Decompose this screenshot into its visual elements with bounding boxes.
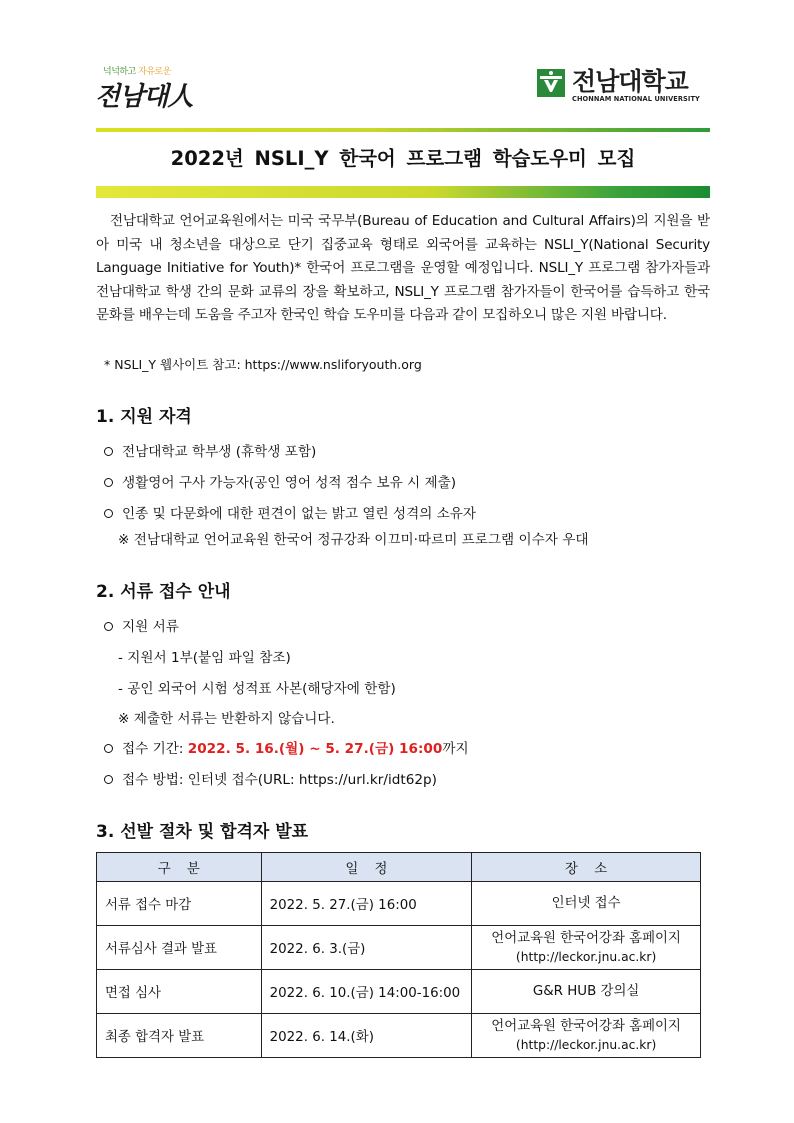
document-item: - 지원서 1부(붙임 파일 참조) [118, 650, 291, 666]
table-header-row [97, 853, 701, 882]
title-top-bar [96, 128, 710, 132]
university-emblem-icon [536, 68, 566, 98]
homepage-url: (http://leckor.jnu.ac.kr) [515, 1037, 657, 1052]
category-cell: 최종 합격자 발표 [97, 1014, 262, 1058]
list-item: 생활영어 구사 가능자(공인 영어 성적 점수 보유 시 제출) [104, 471, 456, 491]
date-cell: 2022. 6. 14.(화) [261, 1014, 472, 1058]
website-note: * NSLI_Y 웹사이트 참고: https://www.nsliforyouth.org [104, 357, 422, 372]
document-item: - 공인 외국어 시험 성적표 사본(해당자에 한함) [118, 681, 396, 697]
column-header: 장 소 [472, 853, 701, 882]
university-name-korean: 전남대학교 [572, 67, 688, 96]
circle-bullet-icon [104, 775, 113, 784]
category-cell: 서류심사 결과 발표 [97, 926, 262, 970]
date-cell: 2022. 6. 3.(금) [261, 926, 472, 970]
list-item: 지원 서류 [104, 615, 179, 635]
category-cell: 서류 접수 마감 [97, 882, 262, 926]
section3-heading: 3. 선발 절차 및 합격자 발표 [96, 822, 309, 842]
column-header: 일 정 [261, 853, 472, 882]
logo-script-text: 전남대人 [95, 82, 193, 112]
title-bottom-bar [96, 186, 710, 198]
circle-bullet-icon [104, 447, 113, 456]
circle-bullet-icon [104, 622, 113, 631]
place-cell: G&R HUB 강의실 [472, 970, 701, 1014]
table-row [97, 882, 701, 926]
date-cell: 2022. 6. 10.(금) 14:00-16:00 [261, 970, 472, 1014]
list-item: 전남대학교 학부생 (휴학생 포함) [104, 440, 316, 460]
circle-bullet-icon [104, 478, 113, 487]
circle-bullet-icon [104, 509, 113, 518]
homepage-url: (http://leckor.jnu.ac.kr) [515, 949, 657, 964]
intro-text: 전남대학교 언어교육원에서는 미국 국무부(Bureau of Education and Cultural Affairs)의 지원을 받아 미국 내 청소년을 대상으로 단기 집중교육 형태로 외국어를 교육하는 NSLI_Y(National Security Language Initiative for Youth)* 한국어 프로그램을 운영할 예정입니다. NSLI_Y 프로그램 참가자들과 전남대학교 학생 간의 문화 교류의 장을 확보하고, NSLI_Y 프로그램 참가자들이 한국어를 습득하고 한국 문화를 배우는데 도움을 주고자 한국인 학습 도우미를 다음과 같이 모집하오니 많은 지원 바랍니다. [96, 213, 710, 324]
logo-slogan: 넉넉하고 자유로운 [103, 67, 171, 77]
intro-paragraph [96, 210, 710, 328]
document-title: 2022년 NSLI_Y 한국어 프로그램 학습도우미 모집 [170, 147, 636, 170]
section1-heading: 1. 지원 자격 [96, 407, 192, 427]
date-cell: 2022. 5. 27.(금) 16:00 [261, 882, 472, 926]
jnu-slogan-logo [95, 64, 215, 112]
university-logo [536, 66, 708, 108]
table-row [97, 926, 701, 970]
table-row [97, 1014, 701, 1058]
application-period: 접수 기간: 2022. 5. 16.(월) ~ 5. 27.(금) 16:00까지 [104, 737, 469, 757]
section2-heading: 2. 서류 접수 안내 [96, 582, 231, 602]
preference-note: ※ 전남대학교 언어교육원 한국어 정규강좌 이끄미·따르미 프로그램 이수자 우대 [118, 532, 589, 548]
list-item: 인종 및 다문화에 대한 편견이 없는 밝고 열린 성격의 소유자 [104, 502, 476, 522]
application-method: 접수 방법: 인터넷 접수(URL: https://url.kr/idt62p) [104, 768, 437, 788]
documents-note: ※ 제출한 서류는 반환하지 않습니다. [118, 711, 335, 727]
place-cell: 언어교육원 한국어강좌 홈페이지 (http://leckor.jnu.ac.kr) [472, 926, 701, 970]
period-dates: 2022. 5. 16.(월) ~ 5. 27.(금) 16:00 [187, 741, 443, 757]
table-row [97, 970, 701, 1014]
category-cell: 면접 심사 [97, 970, 262, 1014]
place-cell: 인터넷 접수 [472, 882, 701, 926]
circle-bullet-icon [104, 744, 113, 753]
place-cell: 언어교육원 한국어강좌 홈페이지 (http://leckor.jnu.ac.kr) [472, 1014, 701, 1058]
column-header: 구 분 [97, 853, 262, 882]
university-name-english: CHONNAM NATIONAL UNIVERSITY [572, 95, 700, 103]
schedule-table [96, 852, 701, 1058]
